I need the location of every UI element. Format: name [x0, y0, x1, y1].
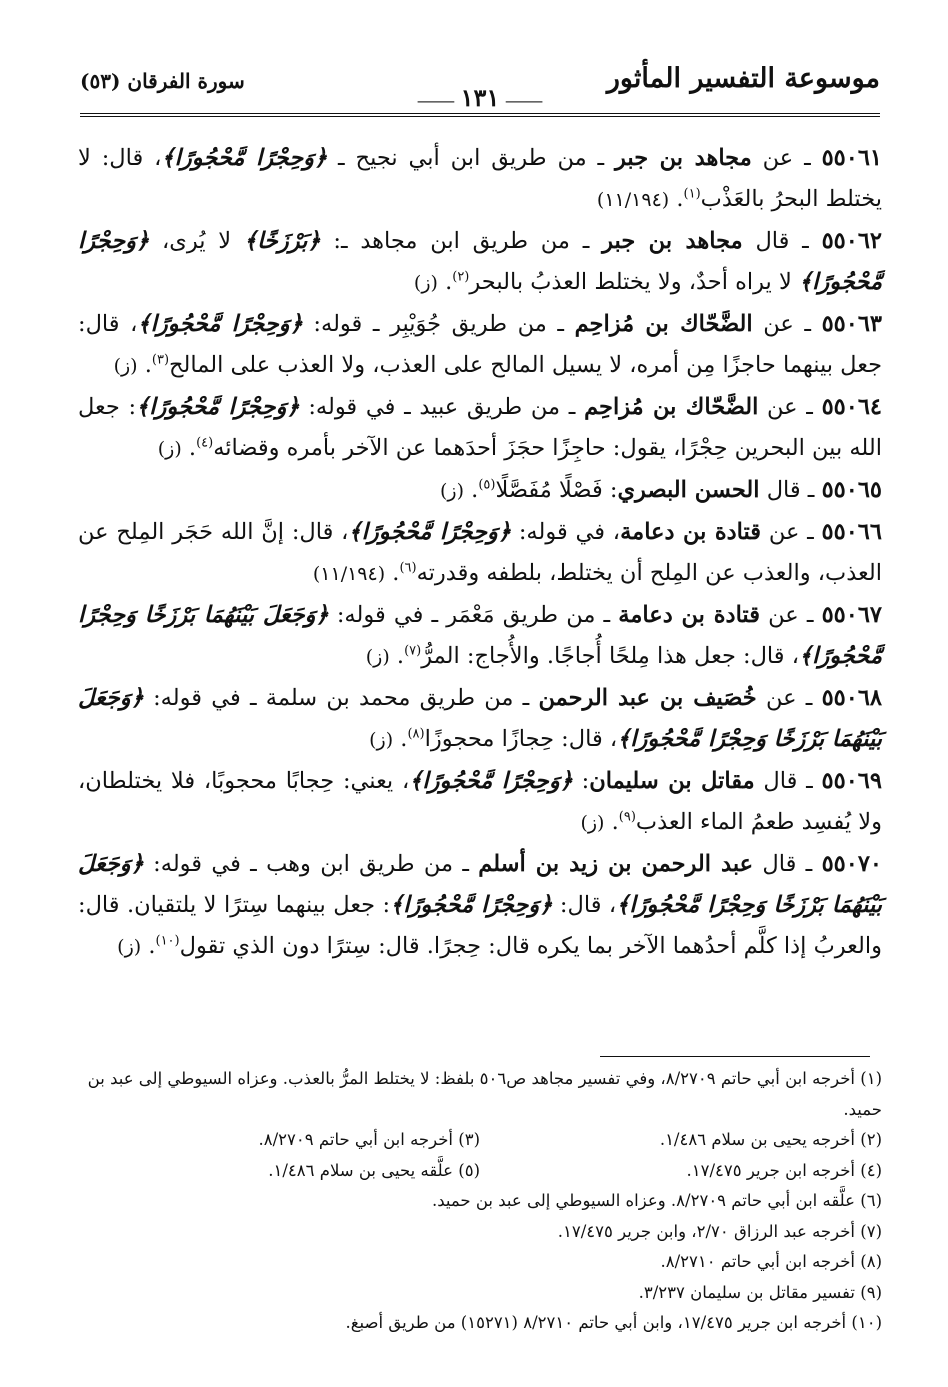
- footnote: (٦) علَّقه ابن أبي حاتم ٨/٢٧٠٩. وعزاه السيوطي إلى عبد بن حميد.: [431, 1191, 882, 1210]
- narrator-name: الحسن البصري: [617, 477, 760, 503]
- entry-text: ، قال: لا يختلط البحرُ بالعَذْب: [78, 145, 882, 212]
- narrator-name: الضَّحّاك بن مُزاحِم: [584, 394, 759, 420]
- entry-text: ـ قال: [753, 851, 822, 877]
- entry-text: ـ عن: [761, 519, 822, 545]
- entry-text: : جعل بينهما سِترًا لا يلتقيان. قال: والعربُ إذا كلَّم أحدُهما الآخر بما يكره قال: حِجرًا. قال: سِترًا دون الذي تقول: [78, 892, 882, 959]
- narrator-name: مجاهد بن جبر: [602, 228, 743, 254]
- quran-quote: ﴿بَرْزَخًا﴾: [243, 228, 321, 254]
- entry-text: ـ قال: [742, 228, 822, 254]
- footnote: (٢) أخرجه يحيى بن سلام ١/٤٨٦.: [659, 1130, 882, 1149]
- entry-text: لا يراه أحدٌ، ولا يختلط العذبُ بالبحر: [469, 269, 799, 295]
- narrator-name: قتادة بن دعامة: [620, 519, 762, 545]
- entry-text: ـ قال: [759, 477, 822, 503]
- narrator-name: عبد الرحمن بن زيد بن أسلم: [478, 851, 754, 877]
- cross-reference: (١١/١٩٤): [312, 563, 386, 585]
- narration-entry: [78, 138, 882, 221]
- footnote: (٣) أخرجه ابن أبي حاتم ٨/٢٧٠٩.: [258, 1130, 480, 1149]
- cross-reference: (ز): [113, 355, 138, 377]
- entry-number: ٥٥٠٦٤: [821, 394, 882, 420]
- entry-text: ـ عن: [758, 394, 822, 420]
- quran-quote: ﴿وَحِجْرًا مَّحْجُورًا﴾: [136, 394, 300, 420]
- entry-text: ـ قال: [754, 768, 822, 794]
- entry-number: ٥٥٠٦٢: [821, 228, 882, 254]
- footnotes: [78, 1064, 882, 1339]
- page-number-value: ١٣١: [460, 83, 500, 112]
- footnote: (١٠) أخرجه ابن جرير ١٧/٤٧٥، وابن أبي حاتم ٨/٢٧١٠ (١٥٢٧١) من طريق أصبغ.: [345, 1313, 882, 1332]
- ornament-icon: ⸻: [417, 92, 455, 110]
- footnote-ref[interactable]: (٨): [407, 726, 425, 742]
- entry-text: ـ من طريق مَعْمَر ـ في قوله:: [328, 602, 619, 628]
- narrator-name: قتادة بن دعامة: [618, 602, 760, 628]
- entry-text: ـ من طريق ابن مجاهد ـ:: [320, 228, 603, 254]
- footnote: (٧) أخرجه عبد الرزاق ٢/٧٠، وابن جرير ١٧/٤٧٥.: [557, 1221, 882, 1241]
- entry-text: ، يعني: حِجابًا محجوبًا، فلا يختلطان، ولا يُفسِد طعمُ الماء العذب: [78, 768, 882, 835]
- entry-text: ـ من طريق ابن أبي نجيح ـ: [327, 145, 615, 171]
- cross-reference: (١١/١٩٤): [596, 189, 670, 211]
- entry-text: ، قال: حِجازًا محجوزًا: [424, 726, 618, 752]
- entry-text: : فَصْلًا مُفَصَّلًا: [495, 477, 618, 503]
- quran-quote: ﴿وَجَعَلَ بَيْنَهُمَا بَرْزَخًا وَحِجْرًا مَّحْجُورًا﴾: [78, 602, 882, 669]
- entry-number: ٥٥٠٦٥: [821, 477, 882, 503]
- entry-text: .: [393, 726, 408, 752]
- entry-text: ، قال: إنَّ الله حَجَر المِلح عن العذب، والعذب عن المِلح أن يختلط، بلطفه وقدرته: [78, 519, 882, 586]
- surah-name: سورة الفرقان (٥٣): [80, 69, 245, 93]
- narrator-name: مقاتل بن سليمان: [589, 768, 755, 794]
- footnote-row: [78, 1125, 882, 1156]
- cross-reference: (ز): [440, 480, 465, 502]
- entry-text: :: [572, 768, 590, 794]
- footnote-separator: [600, 1056, 870, 1057]
- entry-text: .: [604, 809, 619, 835]
- narration-entry: [78, 844, 882, 968]
- footnote: (٥) علَّقه يحيى بن سلام ١/٤٨٦.: [268, 1160, 480, 1180]
- narration-entry: [78, 512, 882, 595]
- narration-entry: [78, 387, 882, 470]
- footnote: (١) أخرجه ابن أبي حاتم ٨/٢٧٠٩، وفي تفسير مجاهد ص٥٠٦ بلفظ: لا يختلط المرُّ بالعذب. وعزاه السيوطي إلى عبد بن حميد.: [87, 1069, 882, 1119]
- entry-text: ، قال: جعل هذا مِلحًا أُجاجًا. والأُجاج: المرُّ: [421, 643, 799, 669]
- entry-text: .: [141, 933, 156, 959]
- footnote-ref[interactable]: (١٠): [155, 933, 180, 949]
- running-header: [80, 55, 880, 125]
- narration-entry: [78, 678, 882, 761]
- entry-text: ـ من طريق جُوَيْبِر ـ قوله:: [302, 311, 575, 337]
- narrations-list: [78, 138, 882, 968]
- entry-text: ـ عن: [759, 602, 822, 628]
- entry-text: ، قال: جعل بينهما حاجزًا مِن أمره، لا يسيل المالح على العذب، ولا العذب على المالح: [78, 311, 882, 378]
- entry-text: .: [385, 560, 400, 586]
- footnote-ref[interactable]: (٤): [196, 435, 214, 451]
- entry-text: ـ عن: [751, 145, 822, 171]
- entry-text: .: [389, 643, 405, 669]
- entry-text: .: [437, 269, 453, 295]
- footnote-ref[interactable]: (٧): [404, 643, 422, 659]
- book-title: موسوعة التفسير المأثور: [606, 63, 880, 94]
- cross-reference: (ز): [365, 646, 390, 668]
- header-rule: [80, 113, 880, 117]
- footnote-ref[interactable]: (١): [683, 186, 701, 202]
- quran-quote: ﴿وَحِجْرًا مَّحْجُورًا﴾: [78, 228, 882, 295]
- narration-entry: [78, 470, 882, 512]
- entry-text: ـ عن: [756, 685, 822, 711]
- footnote: (٩) تفسير مقاتل بن سليمان ٣/٢٣٧.: [638, 1282, 882, 1302]
- cross-reference: (ز): [157, 438, 182, 460]
- narration-entry: [78, 221, 882, 304]
- narrator-name: خُصَيف بن عبد الرحمن: [538, 685, 757, 711]
- quran-quote: ﴿وَجَعَلَ بَيْنَهُمَا بَرْزَخًا وَحِجْرًا مَّحْجُورًا﴾: [78, 685, 882, 752]
- entry-text: : جعل الله بين البحرين حِجْرًا، يقول: حاجِزًا حجَزَ أحدَهما عن الآخر بأمره وقضائه: [78, 394, 882, 461]
- quran-quote: ﴿وَحِجْرًا مَّحْجُورًا﴾: [137, 311, 303, 337]
- entry-number: ٥٥٠٦٧: [821, 602, 882, 628]
- entry-text: ، في قوله:: [511, 519, 621, 545]
- footnote-row: [78, 1156, 882, 1187]
- narrator-name: الضَّحّاك بن مُزاحِم: [574, 311, 753, 337]
- narration-entry: [78, 761, 882, 844]
- entry-text: لا يُرى،: [149, 228, 244, 254]
- entry-text: .: [181, 435, 197, 461]
- cross-reference: (ز): [369, 729, 394, 751]
- entry-text: ـ من طريق ابن وهب ـ في قوله:: [143, 851, 479, 877]
- entry-text: ـ من طريق محمد بن سلمة ـ في قوله:: [143, 685, 539, 711]
- entry-text: .: [137, 352, 152, 378]
- cross-reference: (ز): [413, 272, 438, 294]
- footnote-ref[interactable]: (٩): [618, 809, 636, 825]
- entry-text: ـ عن: [752, 311, 822, 337]
- footnote-ref[interactable]: (٦): [399, 560, 417, 576]
- footnote: (٤) أخرجه ابن جرير ١٧/٤٧٥.: [686, 1160, 882, 1180]
- quran-quote: ﴿وَحِجْرًا مَّحْجُورًا﴾: [409, 768, 573, 794]
- footnote-ref[interactable]: (٣): [151, 352, 170, 368]
- entry-number: ٥٥٠٦٦: [821, 519, 882, 545]
- cross-reference: (ز): [117, 936, 142, 958]
- footnote-ref[interactable]: (٥): [478, 477, 496, 493]
- entry-text: ، قال:: [552, 892, 617, 918]
- entry-number: ٥٥٠٦٣: [821, 311, 882, 337]
- narrator-name: مجاهد بن جبر: [615, 145, 752, 171]
- entry-number: ٥٥٠٦١: [821, 145, 882, 171]
- entry-text: .: [669, 186, 684, 212]
- footnote: (٨) أخرجه ابن أبي حاتم ٨/٢٧١٠.: [660, 1252, 882, 1271]
- footnote-ref[interactable]: (٢): [452, 269, 470, 285]
- entry-number: ٥٥٠٦٩: [821, 768, 882, 794]
- entry-text: .: [464, 477, 479, 503]
- ornament-icon: ⸻: [505, 92, 543, 110]
- cross-reference: (ز): [580, 812, 605, 834]
- entry-number: ٥٥٠٧٠: [821, 851, 882, 877]
- quran-quote: ﴿وَحِجْرًا مَّحْجُورًا﴾: [390, 892, 553, 918]
- narration-entry: [78, 595, 882, 678]
- quran-quote: ﴿وَجَعَلَ بَيْنَهُمَا بَرْزَخًا وَحِجْرًا مَّحْجُورًا﴾: [78, 851, 882, 918]
- entry-text: ـ من طريق عبيد ـ في قوله:: [299, 394, 585, 420]
- narration-entry: [78, 304, 882, 387]
- quran-quote: ﴿وَحِجْرًا مَّحْجُورًا﴾: [348, 519, 512, 545]
- quran-quote: ﴿وَحِجْرًا مَّحْجُورًا﴾: [161, 145, 328, 171]
- entry-number: ٥٥٠٦٨: [821, 685, 882, 711]
